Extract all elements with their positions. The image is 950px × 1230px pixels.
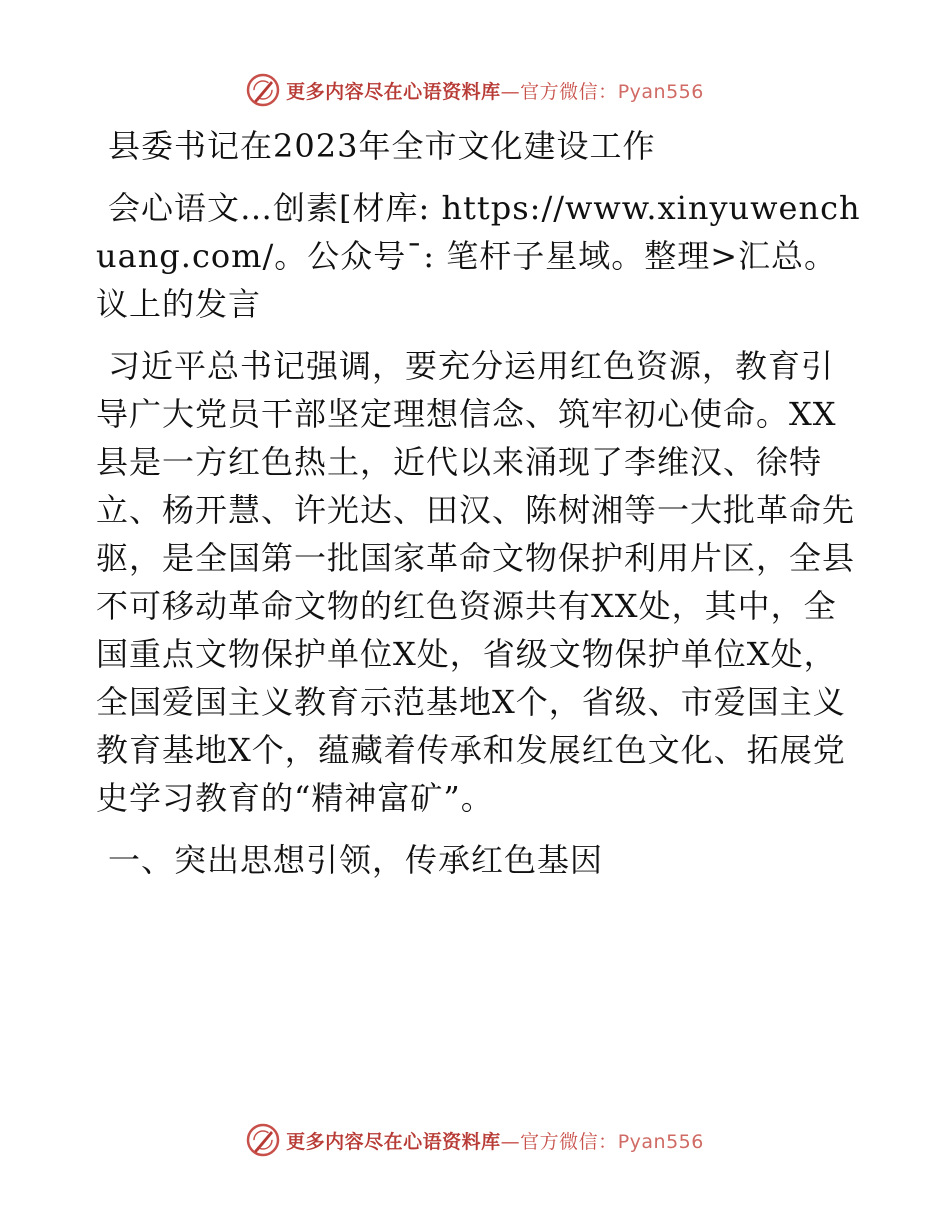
- watermark-text: [286, 1127, 704, 1154]
- watermark-contact-label: 官方微信：: [520, 1130, 618, 1153]
- section-heading: 一、突出思想引领，传承红色基因: [108, 841, 604, 879]
- watermark-brand: 更多内容尽在心语资料库: [286, 1130, 501, 1153]
- watermark-separator: —: [500, 80, 521, 103]
- watermark-text: [286, 77, 704, 104]
- document-subtitle: 会心语文…创素[材库: https://www.xinyuwenchuang.com/。公众号¯: 笔杆子星域。整理>汇总。议上的发言: [96, 189, 861, 323]
- body-paragraph: 习近平总书记强调，要充分运用红色资源，教育引导广大党员干部坚定理想信念、筑牢初心使命。XX县是一方红色热土，近代以来涌现了李维汉、徐特立、杨开慧、许光达、田汉、陈树湘等一大批革命先驱，是全国第一批国家革命文物保护利用片区，全县不可移动革命文物的红色资源共有XX处，其中，全国重点文物保护单位X处，省级文物保护单位X处，全国爱国主义教育示范基地X个，省级、市爱国主义教育基地X个，蕴藏着传承和发展红色文化、拓展党史学习教育的“精神富矿”。: [96, 347, 856, 817]
- footer-watermark: [0, 1122, 950, 1158]
- watermark-contact-label: 官方微信：: [520, 80, 618, 103]
- watermark-contact-id: Pyan556: [617, 80, 704, 103]
- watermark-brand: 更多内容尽在心语资料库: [286, 80, 501, 103]
- document-title: 县委书记在2023年全市文化建设工作: [108, 127, 656, 165]
- quill-pen-logo-icon: [246, 73, 280, 107]
- document-body: [96, 122, 866, 884]
- quill-pen-logo-icon: [246, 1123, 280, 1157]
- watermark-separator: —: [500, 1130, 521, 1153]
- watermark-contact-id: Pyan556: [617, 1130, 704, 1153]
- header-watermark: [0, 72, 950, 108]
